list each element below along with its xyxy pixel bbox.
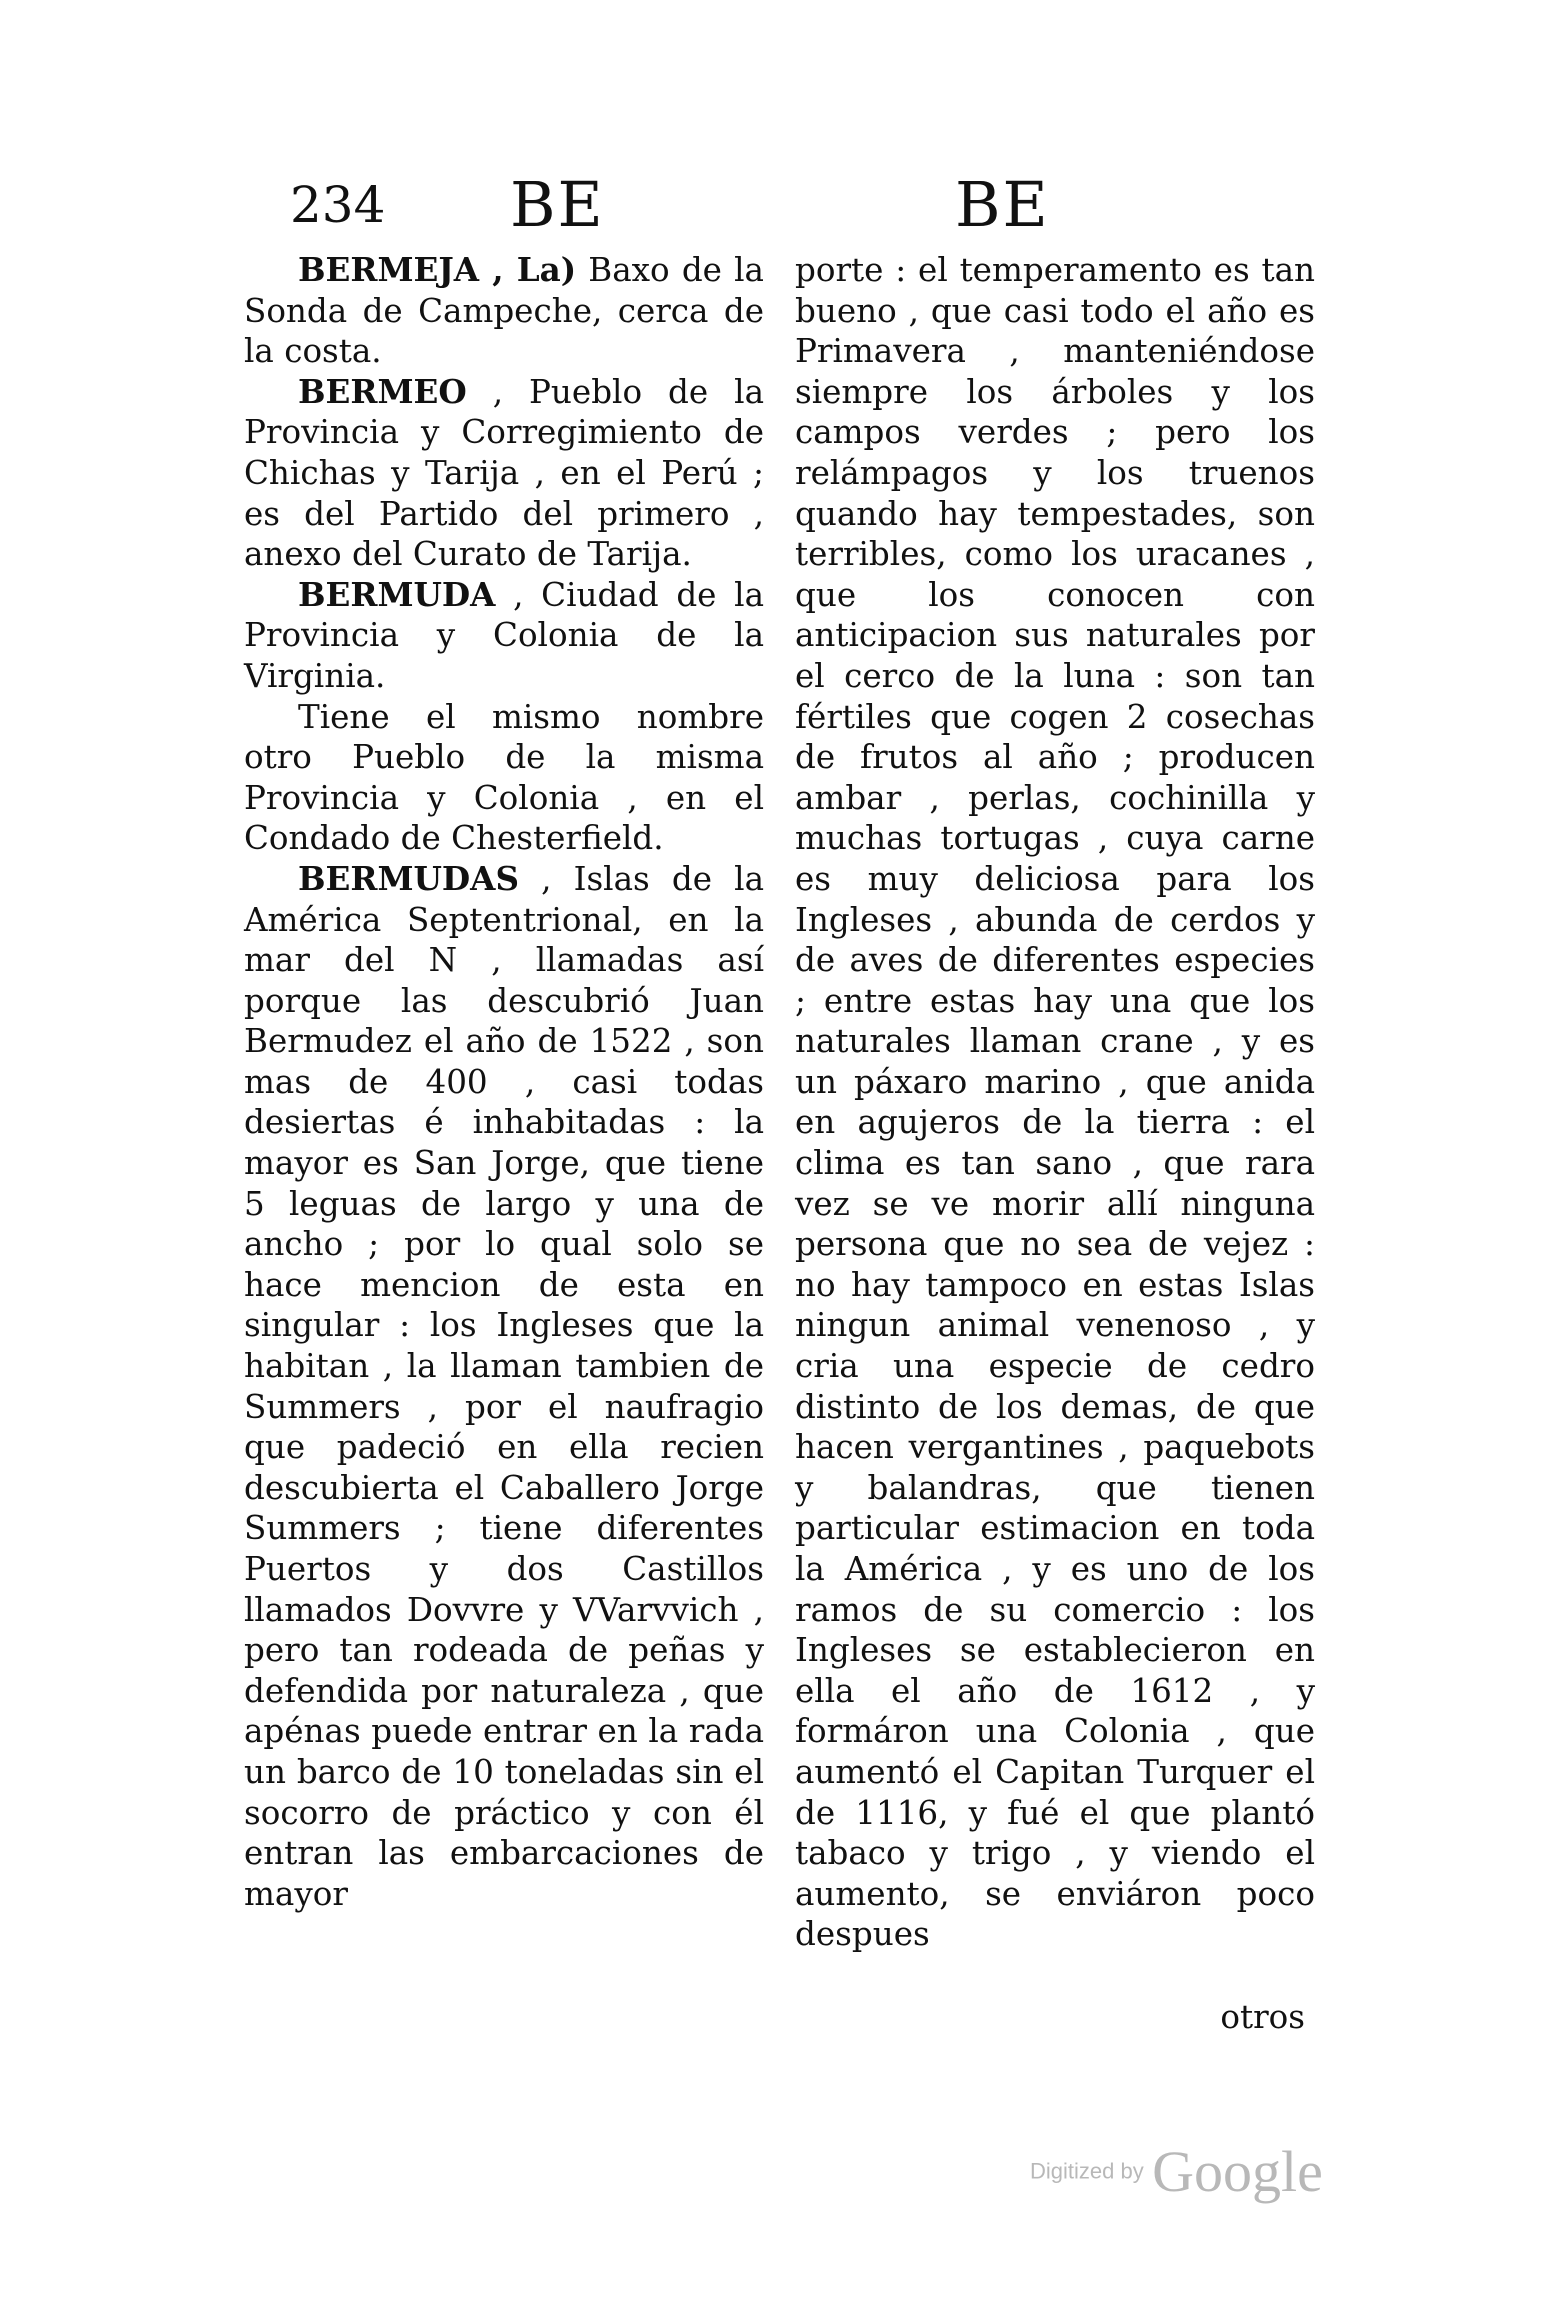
entry-headword: BERMEO [298,371,467,411]
google-logo: Google [1152,2139,1323,2204]
entry-bermeja [244,250,764,372]
entry-text: Baxo de la Sonda de Campeche, cerca de la costa. [244,251,764,371]
entry-headword: BERMUDAS [298,858,519,898]
entry-headword: BERMEJA , La) [298,250,577,289]
entry-bermuda-note [244,697,764,859]
left-column [244,250,764,1914]
entry-bermeo [244,372,764,575]
watermark-prefix: Digitized by [1030,2158,1144,2184]
running-head-right: BE [955,168,1050,241]
entry-bermudas [244,859,764,1914]
catchword: otros [1220,1998,1305,2036]
entry-bermuda [244,575,764,697]
digitization-watermark [1030,2138,1323,2205]
entry-text: , Islas de la América Septentrional, en la mar del N , llamadas así porque las descubrió Juan Bermudez el año de 1522 , son mas de 400 , casi todas desiertas é inhabitadas : la mayor es San Jorge, que tiene 5 leguas de largo y una de ancho ; por lo qual solo se hace mencion de esta en singular : los Ingleses que la habitan , la llaman tambien de Summers , por el naufragio que padeció en ella recien descubierta el Caballero Jorge Summers ; tiene diferentes Puertos y dos Castillos llamados Dovvre y VVarvvich , pero tan rodeada de peñas y defendida por naturaleza , que apénas puede entrar en la rada un barco de 10 toneladas sin el socorro de práctico y con él entran las embarcaciones de mayor [244,859,764,1913]
entry-text: , Pueblo de la Provincia y Corregimiento de Chichas y Tarija , en el Perú ; es del Partido del primero , anexo del Curato de Tarija. [244,372,764,574]
running-head-left: BE [510,168,605,241]
entry-text: , Ciudad de la Provincia y Colonia de la Virginia. [244,575,764,695]
entry-bermudas-continued: porte : el temperamento es tan bueno , que casi todo el año es Primavera , manteniéndose siempre los árboles y los campos verdes ; pero los relámpagos y los truenos quando hay tempestades, son terribles, como los uracanes , que los conocen con anticipacion sus naturales por el cerco de la luna : son tan fértiles que cogen 2 cosechas de frutos al año ; producen ambar , perlas, cochinilla y muchas tortugas , cuya carne es muy deliciosa para los Ingleses , abunda de cerdos y de aves de diferentes especies ; entre estas hay una que los naturales llaman crane , y es un páxaro marino , que anida en agujeros de la tierra : el clima es tan sano , que rara vez se ve morir allí ninguna persona que no sea de vejez : no hay tampoco en estas Islas ningun animal venenoso , y cria una especie de cedro distinto de los demas, de que hacen vergantines , paquebots y balandras, que tienen particular estimacion en toda la América , y es uno de los ramos de su comercio : los Ingleses se establecieron en ella el año de 1612 , y formáron una Colonia , que aumentó el Capitan Turquer el de 1116, y fué el que plantó tabaco y trigo , y viendo el aumento, se enviáron poco despues [795,251,1315,1954]
right-column [795,250,1315,1955]
page-number: 234 [290,176,386,234]
page-header [0,168,1551,241]
entry-headword: BERMUDA [298,574,496,614]
entry-text: Tiene el mismo nombre otro Pueblo de la misma Provincia y Colonia , en el Condado de Chesterfield. [244,697,764,858]
